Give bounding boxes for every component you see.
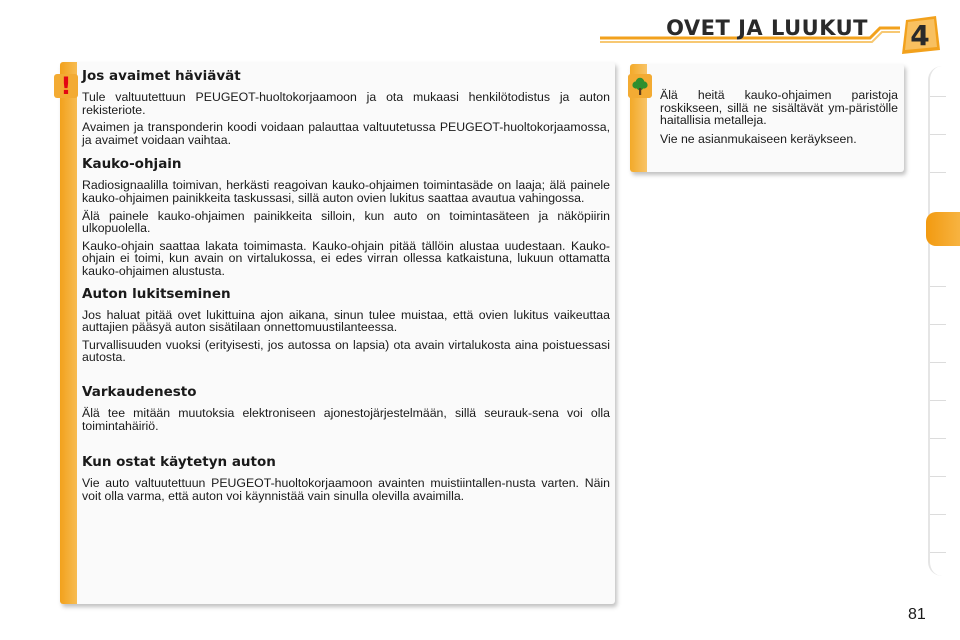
warning-content <box>82 66 610 502</box>
chapter-tab[interactable] <box>930 96 946 97</box>
side-paragraph: Älä heitä kauko-ohjaimen paristoja roskikseen, sillä ne sisältävät ym-päristölle haitallisia metalleja. <box>660 88 898 128</box>
section-paragraph: Älä painele kauko-ohjaimen painikkeita silloin, kun auto on toimintasäteen ja näköpiirin ulkopuolella. <box>82 208 610 236</box>
section-paragraph: Kauko-ohjain saattaa lakata toimimasta. Kauko-ohjain pitää tällöin alustaa uudestaan. Kauko-ohjain ei toimi, kun avain on virtalukossa, ei edes virran ollessa katkaistuna, lukuun ottamatta kauko-ohjaimen alustusta. <box>82 238 610 278</box>
chapter-tab[interactable] <box>930 438 946 439</box>
chapter-number: 4 <box>910 18 930 52</box>
chapter-tab[interactable] <box>930 286 946 287</box>
chapter-tab[interactable] <box>930 476 946 477</box>
chapter-tab-active[interactable] <box>926 212 960 246</box>
section-heading: Kun ostat käytetyn auton <box>82 454 276 471</box>
environment-tree-icon <box>628 74 652 98</box>
page-number: 81 <box>908 606 926 623</box>
chapter-tab[interactable] <box>930 514 946 515</box>
section-heading: Kauko-ohjain <box>82 156 182 173</box>
side-paragraph: Vie ne asianmukaiseen keräykseen. <box>660 131 857 146</box>
section-paragraph: Avaimen ja transponderin koodi voidaan palauttaa valtuutetussa PEUGEOT-huoltokorjaamossa, ja avaimet voidaan vaihtaa. <box>82 120 610 147</box>
section-heading: Auton lukitseminen <box>82 285 231 302</box>
section-paragraph: Vie auto valtuutettuun PEUGEOT-huoltokorjaamoon avainten muistiintallen-nusta varten. Näin voit olla varma, että auton voi käynnistää vain sinulla olevilla avaimilla. <box>82 476 610 503</box>
section-paragraph: Turvallisuuden vuoksi (erityisesti, jos autossa on lapsia) ota avain virtalukosta aina poistuessasi autosta. <box>82 337 610 365</box>
section-heading: Jos avaimet häviävät <box>82 68 241 84</box>
chapter-tab[interactable] <box>930 400 946 401</box>
chapter-tab-strip <box>928 66 960 576</box>
section-paragraph: Jos haluat pitää ovet lukittuina ajon aikana, sinun tulee muistaa, että ovien lukitus vaikeuttaa auttajien pääsyä auton sisätilaan onnettomuustilanteessa. <box>82 307 610 335</box>
chapter-tab[interactable] <box>930 552 946 553</box>
environment-content <box>660 89 898 145</box>
chapter-title: OVET JA LUUKUT <box>666 16 868 40</box>
section-paragraph: Radiosignaalilla toimivan, herkästi reagoivan kauko-ohjaimen toimintasäde on laaja; älä painele kauko-ohjaimen painikkeita taskussasi, sillä auton ovien lukitus saattaa avautua vahingossa. <box>82 178 610 205</box>
chapter-tab[interactable] <box>930 324 946 325</box>
section-paragraph: Älä tee mitään muutoksia elektroniseen ajonestojärjestelmään, sillä seurauk-sena voi olla toimintahäiriö. <box>82 405 610 433</box>
warning-exclamation-icon: ! <box>54 74 78 98</box>
section-paragraph: Tule valtuutettuun PEUGEOT-huoltokorjaamoon ja ota mukaasi henkilötodistus ja auton rekisteriote. <box>82 90 610 117</box>
chapter-tab[interactable] <box>930 172 946 173</box>
panel-accent-stripe <box>60 62 77 604</box>
chapter-tab[interactable] <box>930 134 946 135</box>
section-heading: Varkaudenesto <box>82 383 197 400</box>
chapter-tab[interactable] <box>930 362 946 363</box>
